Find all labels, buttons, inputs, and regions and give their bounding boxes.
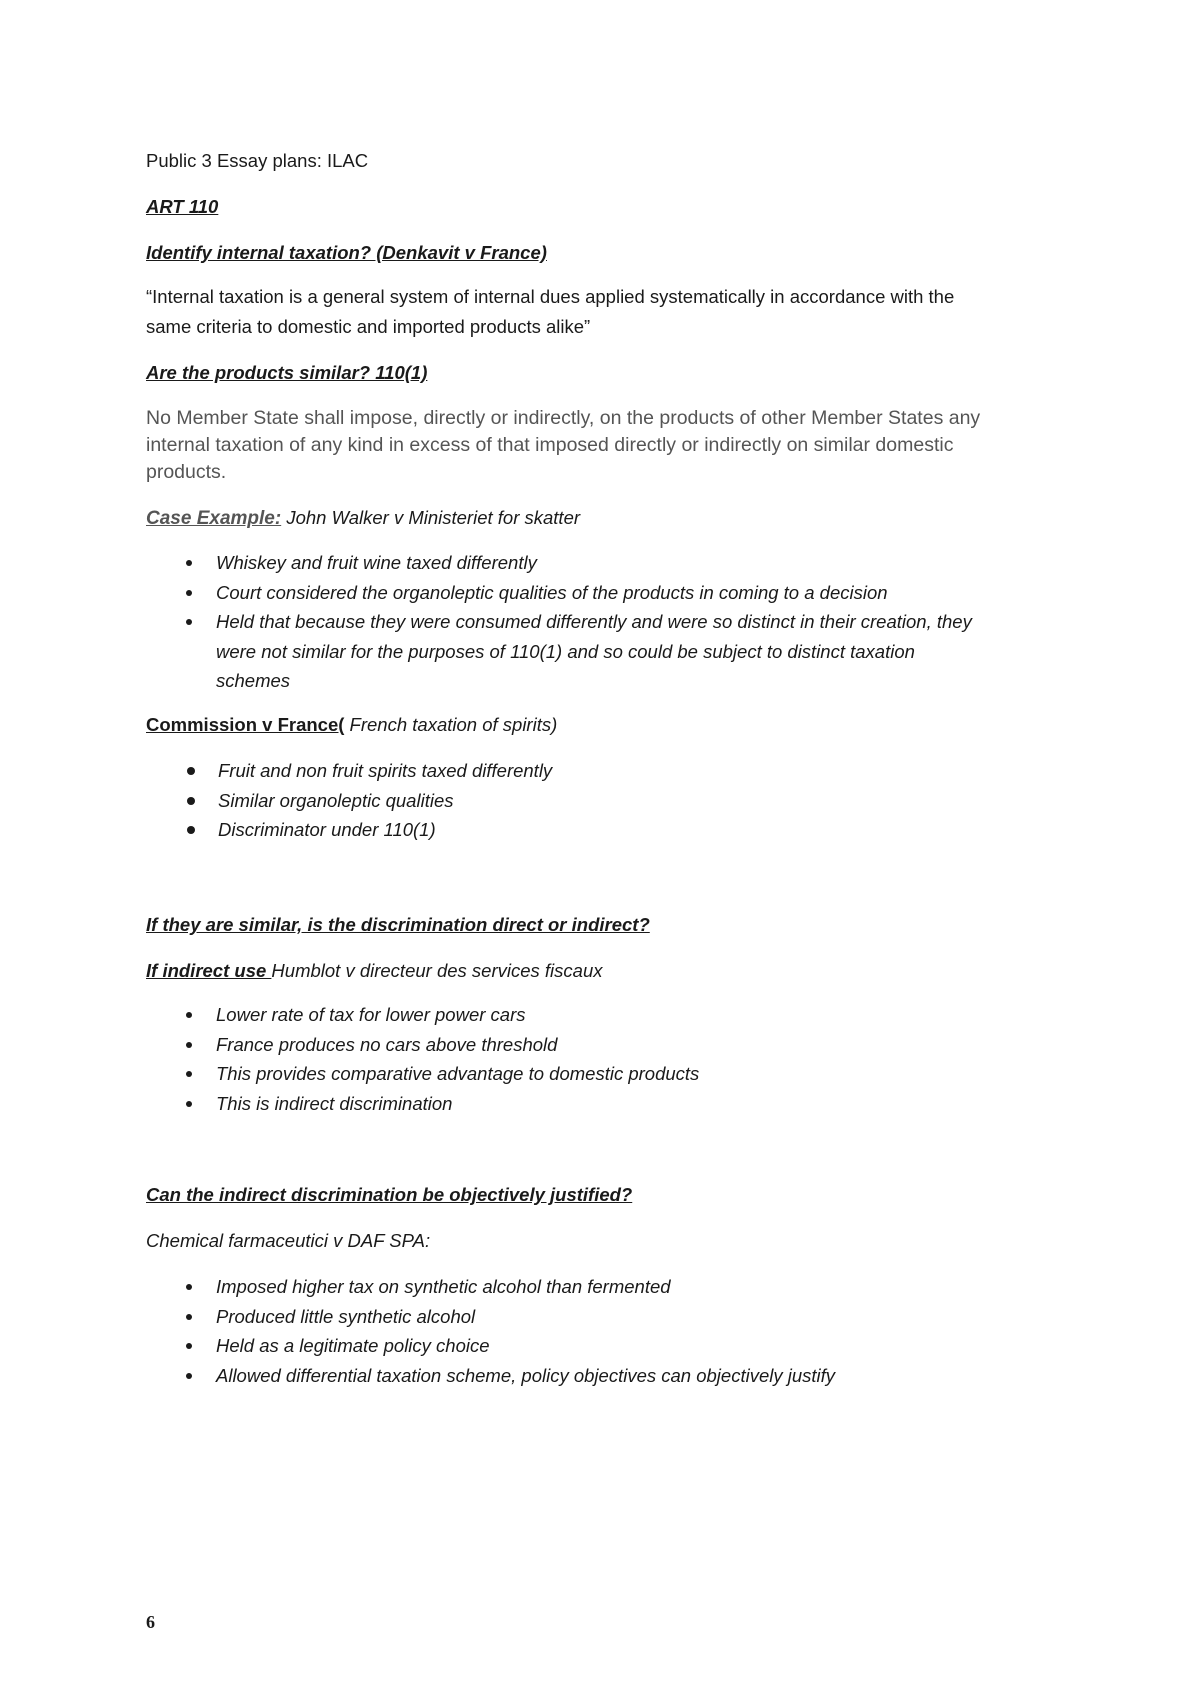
humblot-points bbox=[182, 1000, 699, 1118]
commission-v-france-desc: French taxation of spirits) bbox=[344, 714, 558, 735]
case-example-line bbox=[146, 505, 580, 532]
list-item-continuation: were not similar for the purposes of 110(1) and so could be subject to distinct taxation bbox=[216, 640, 915, 662]
objective-justification-heading: Can the indirect discrimination be objectively justified? bbox=[146, 1184, 633, 1205]
list-item: Fruit and non fruit spirits taxed differently bbox=[184, 756, 552, 786]
list-item: Court considered the organoleptic qualities of the products in coming to a decision bbox=[182, 578, 972, 608]
bullet-icon bbox=[186, 1343, 192, 1349]
list-item: Whiskey and fruit wine taxed differently bbox=[182, 548, 972, 578]
list-item: Similar organoleptic qualities bbox=[184, 786, 552, 816]
commission-v-france-line bbox=[146, 712, 557, 738]
bullet-icon bbox=[186, 590, 192, 596]
indirect-use-line bbox=[146, 958, 603, 984]
commission-v-france-points bbox=[184, 756, 552, 845]
list-item: This is indirect discrimination bbox=[182, 1089, 699, 1119]
bullet-icon bbox=[186, 1012, 192, 1018]
list-item: Held as a legitimate policy choice bbox=[182, 1331, 835, 1361]
bullet-icon bbox=[186, 560, 192, 566]
bullet-icon bbox=[186, 1373, 192, 1379]
bullet-icon bbox=[186, 1101, 192, 1107]
list-item-continuation: schemes bbox=[216, 670, 291, 691]
identify-internal-taxation-heading: Identify internal taxation? (Denkavit v France) bbox=[146, 242, 547, 263]
bullet-icon bbox=[186, 619, 192, 625]
list-item: France produces no cars above threshold bbox=[182, 1030, 699, 1060]
bullet-icon bbox=[187, 797, 195, 805]
art-110-heading: ART 110 bbox=[146, 196, 219, 217]
direct-or-indirect-heading: If they are similar, is the discrimination direct or indirect? bbox=[146, 914, 650, 935]
chemical-farmaceutici-case: Chemical farmaceutici v DAF SPA: bbox=[146, 1230, 431, 1251]
case-example-name: John Walker v Ministeriet for skatter bbox=[281, 507, 581, 528]
bullet-icon bbox=[186, 1042, 192, 1048]
article-110-text-line-2: internal taxation of any kind in excess of that imposed directly or indirectly on similar domestic bbox=[146, 434, 954, 456]
bullet-icon bbox=[187, 826, 195, 834]
list-item: Produced little synthetic alcohol bbox=[182, 1302, 835, 1332]
products-similar-heading: Are the products similar? 110(1) bbox=[146, 362, 428, 383]
article-110-text-line-1: No Member State shall impose, directly or indirectly, on the products of other Member States any bbox=[146, 407, 981, 429]
list-item: Lower rate of tax for lower power cars bbox=[182, 1000, 699, 1030]
bullet-icon bbox=[186, 1284, 192, 1290]
list-item: Allowed differential taxation scheme, policy objectives can objectively justify bbox=[182, 1361, 835, 1391]
john-walker-points bbox=[182, 548, 972, 696]
list-item: Held that because they were consumed differently and were so distinct in their creation, they bbox=[182, 607, 972, 637]
internal-taxation-definition-line-2: same criteria to domestic and imported products alike” bbox=[146, 316, 591, 337]
document-title: Public 3 Essay plans: ILAC bbox=[146, 150, 369, 171]
chemical-farmaceutici-points bbox=[182, 1272, 835, 1390]
list-item: This provides comparative advantage to domestic products bbox=[182, 1059, 699, 1089]
humblot-case-name: Humblot v directeur des services fiscaux bbox=[271, 960, 603, 981]
commission-v-france-label: Commission v France( bbox=[146, 714, 345, 735]
page-number: 6 bbox=[146, 1612, 155, 1632]
indirect-use-label: If indirect use bbox=[146, 960, 272, 981]
bullet-icon bbox=[186, 1314, 192, 1320]
list-item: Discriminator under 110(1) bbox=[184, 815, 552, 845]
internal-taxation-definition-line-1: “Internal taxation is a general system of internal dues applied systematically in accordance with the bbox=[146, 286, 955, 307]
bullet-icon bbox=[187, 767, 195, 775]
bullet-icon bbox=[186, 1071, 192, 1077]
article-110-text-line-3: products. bbox=[146, 461, 227, 483]
list-item: Imposed higher tax on synthetic alcohol than fermented bbox=[182, 1272, 835, 1302]
case-example-label: Case Example: bbox=[146, 508, 282, 529]
